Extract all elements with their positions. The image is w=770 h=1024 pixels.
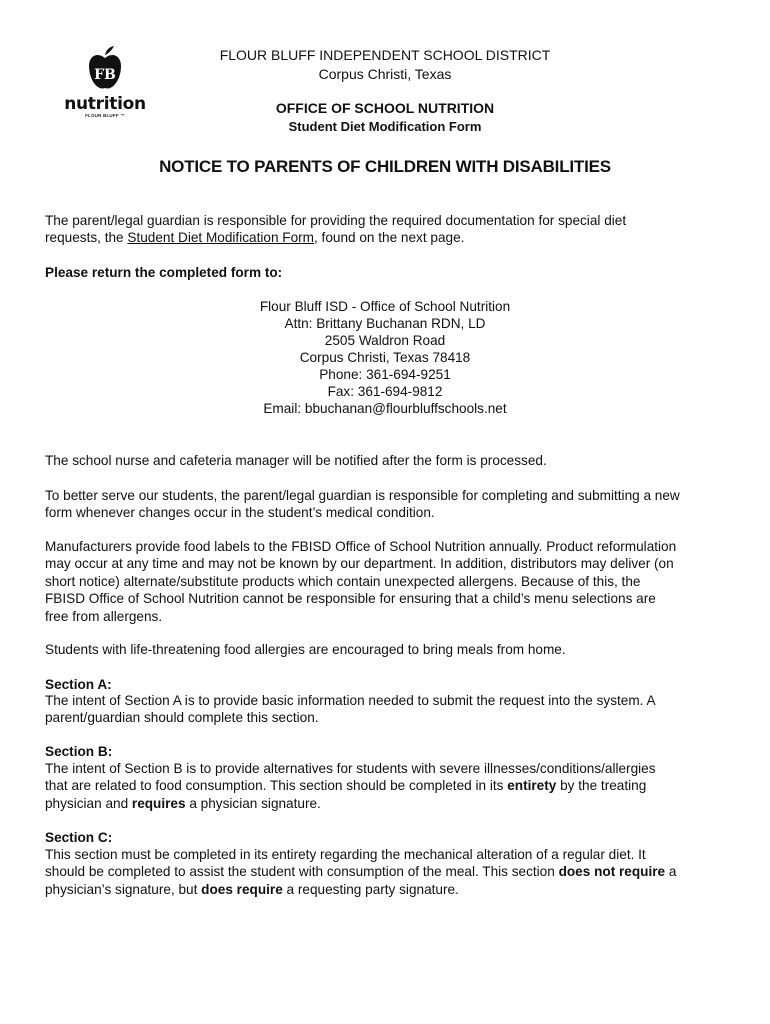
logo-initials: FB (94, 67, 116, 83)
section-a-line-2: parent/guardian should complete this section. (45, 710, 319, 726)
manufacturers-line-3: short notice) alternate/substitute products which contain unexpected allergens. Because of this, the (45, 573, 641, 589)
section-b-emphasis-requires: requires (131, 795, 186, 811)
return-label: Please return the completed form to: (45, 265, 283, 280)
section-b-line-3 (45, 795, 735, 812)
contact-street: 2505 Waldron Road (324, 333, 446, 348)
section-c-emphasis-not-required: does not require (558, 864, 666, 880)
intro-line-2-pre: requests, the (45, 230, 128, 246)
contact-fax: Fax: 361-694-9812 (327, 384, 443, 399)
section-a-line-1: The intent of Section A is to provide basic information needed to submit the request into the system. A (45, 693, 656, 708)
intro-paragraph (45, 212, 735, 247)
section-b-line-2-post: by the treating (556, 778, 647, 794)
section-b-emphasis-entirety: entirety (507, 778, 557, 794)
section-c-body (45, 846, 735, 898)
contact-phone: Phone: 361-694-9251 (319, 367, 451, 382)
section-b-line-3-post: a physician signature. (185, 795, 321, 811)
manufacturers-paragraph (45, 538, 735, 625)
nurse-paragraph: The school nurse and cafeteria manager will be notified after the form is processed. (45, 453, 547, 468)
contact-office: Flour Bluff ISD - Office of School Nutrition (259, 299, 511, 314)
intro-line-1: The parent/legal guardian is responsible for providing the required documentation for special diet (45, 213, 627, 228)
section-b-line-1: The intent of Section B is to provide alternatives for students with severe illnesses/conditions/allergies (45, 761, 656, 776)
intro-line-2 (45, 229, 735, 246)
section-b-line-3-pre: physician and (45, 795, 132, 811)
district-city: Corpus Christi, Texas (318, 66, 452, 82)
page-title: NOTICE TO PARENTS OF CHILDREN WITH DISABILITIES (159, 157, 611, 176)
section-a-title: Section A: (45, 677, 112, 692)
section-b-line-2 (45, 777, 735, 794)
office-title: OFFICE OF SCHOOL NUTRITION (275, 100, 495, 116)
section-b-title: Section B: (45, 744, 113, 759)
serve-paragraph (45, 487, 735, 522)
manufacturers-line-2: may occur at any time and may not be known by our department. In addition, distributors may deliver (on (45, 556, 674, 572)
contact-attn: Attn: Brittany Buchanan RDN, LD (284, 316, 486, 331)
contact-city: Corpus Christi, Texas 78418 (299, 350, 471, 365)
intro-line-2-post: , found on the next page. (314, 230, 465, 246)
contact-block (0, 298, 770, 417)
form-link[interactable]: Student Diet Modification Form (127, 230, 314, 246)
section-c-line-2-post: a (665, 864, 677, 880)
section-c-line-2 (45, 863, 735, 880)
district-name: FLOUR BLUFF INDEPENDENT SCHOOL DISTRICT (219, 47, 551, 63)
manufacturers-line-4: FBISD Office of School Nutrition cannot be responsible for ensuring that a child’s menu selections are (45, 591, 656, 607)
section-b-line-2-pre: that are related to food consumption. This section should be completed in its (45, 778, 508, 794)
allergy-paragraph: Students with life-threatening food allergies are encouraged to bring meals from home. (45, 642, 566, 657)
serve-line-1: To better serve our students, the parent/legal guardian is responsible for completing and submitting a new (45, 488, 680, 503)
serve-line-2: form whenever changes occur in the student’s medical condition. (45, 505, 435, 521)
section-c-line-3 (45, 881, 735, 898)
section-a-body (45, 692, 735, 727)
section-c-line-3-pre: physician’s signature, but (45, 881, 202, 897)
logo-wordmark: nutrition (64, 94, 146, 114)
manufacturers-line-5: free from allergens. (45, 608, 163, 624)
section-c-line-3-post: a requesting party signature. (282, 881, 459, 897)
section-c-emphasis-required: does require (201, 881, 283, 897)
section-c-line-1: This section must be completed in its entirety regarding the mechanical alteration of a regular diet. It (45, 847, 646, 862)
logo-subtext: FLOUR BLUFF ™ (85, 113, 125, 118)
section-c-line-2-pre: should be completed to assist the student with consumption of the meal. This section (45, 864, 559, 880)
manufacturers-line-1: Manufacturers provide food labels to the FBISD Office of School Nutrition annually. Product reformulation (45, 539, 677, 554)
form-title: Student Diet Modification Form (288, 119, 482, 134)
section-c-title: Section C: (45, 830, 113, 845)
contact-email: Email: bbuchanan@flourbluffschools.net (263, 401, 507, 416)
section-b-body (45, 760, 735, 812)
